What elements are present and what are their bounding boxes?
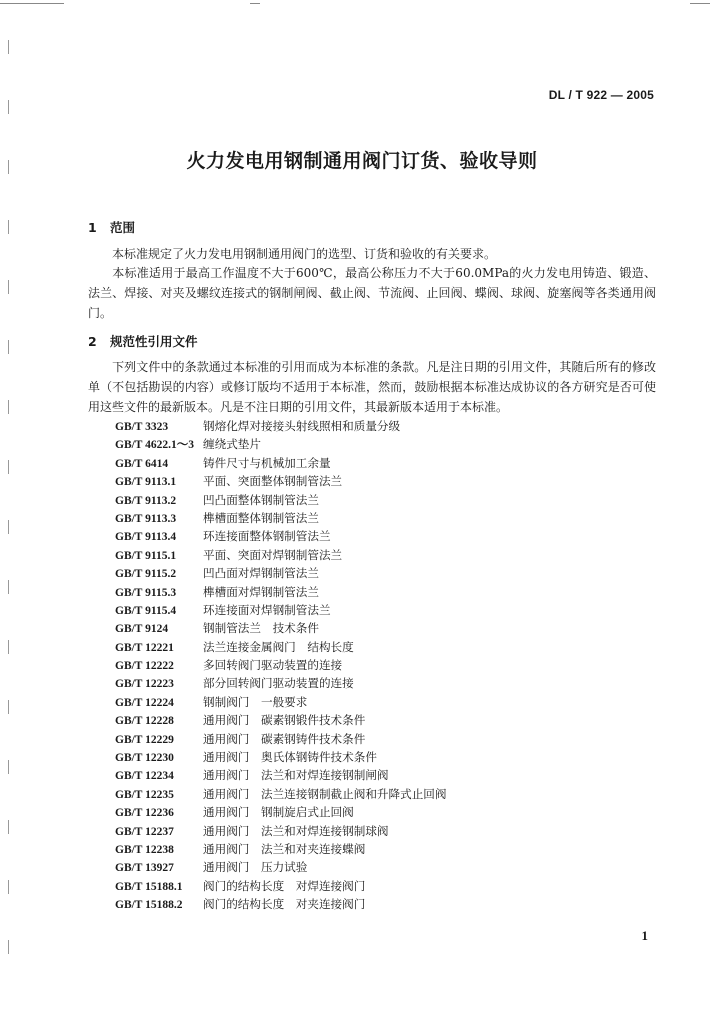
reference-item — [115, 638, 446, 656]
reference-title: 部分回转阀门驱动装置的连接 — [203, 676, 354, 691]
reference-title: 通用阀门 碳素钢铸件技术条件 — [203, 731, 366, 746]
scan-top-edge — [0, 0, 724, 6]
reference-code: GB/T 12237 — [115, 825, 174, 838]
reference-item — [115, 546, 446, 564]
reference-title: 环连接面对焊钢制管法兰 — [203, 602, 331, 617]
reference-code: GB/T 9113.2 — [115, 494, 177, 507]
reference-title: 阀门的结构长度 对焊连接阀门 — [203, 878, 366, 893]
reference-title: 钢制管法兰 技术条件 — [203, 621, 319, 636]
section-1-paragraph-1: 本标准规定了火力发电用钢制通用阀门的选型、订货和验收的有关要求。 — [112, 247, 497, 261]
section-2-heading — [88, 332, 198, 350]
reference-title: 通用阀门 法兰连接钢制截止阀和升降式止回阀 — [203, 786, 447, 801]
reference-title: 通用阀门 法兰和对焊连接钢制闸阀 — [203, 768, 389, 783]
reference-item — [115, 674, 446, 692]
reference-item — [115, 583, 446, 601]
reference-title: 阀门的结构长度 对夹连接阀门 — [203, 897, 366, 912]
reference-code: GB/T 9115.3 — [115, 586, 177, 599]
reference-title: 通用阀门 碳素钢锻件技术条件 — [203, 713, 366, 728]
reference-item — [115, 564, 446, 582]
reference-item — [115, 766, 446, 784]
reference-list — [115, 417, 446, 914]
reference-code: GB/T 12235 — [115, 788, 174, 801]
section-2-title: 规范性引用文件 — [110, 334, 198, 349]
reference-item — [115, 858, 446, 876]
reference-title: 凹凸面对焊钢制管法兰 — [203, 566, 319, 581]
document-title: 火力发电用钢制通用阀门订货、验收导则 — [186, 150, 538, 172]
reference-item — [115, 491, 446, 509]
reference-code: GB/T 12223 — [115, 678, 174, 691]
section-2-number: 2 — [88, 334, 97, 349]
reference-item — [115, 822, 446, 840]
reference-code: GB/T 6414 — [115, 457, 169, 470]
reference-item — [115, 472, 446, 490]
reference-code: GB/T 15188.2 — [115, 899, 183, 912]
reference-title: 通用阀门 奥氏体钢铸件技术条件 — [203, 750, 377, 765]
reference-item — [115, 527, 446, 545]
reference-item — [115, 748, 446, 766]
scan-left-edge — [8, 40, 9, 1000]
reference-code: GB/T 12236 — [115, 807, 174, 820]
reference-code: GB/T 9115.4 — [115, 604, 177, 617]
reference-code: GB/T 12234 — [115, 770, 174, 783]
section-1-heading — [88, 218, 135, 236]
reference-code: GB/T 4622.1～3 — [115, 439, 195, 452]
reference-item — [115, 785, 446, 803]
section-1-title: 范围 — [110, 220, 136, 235]
reference-item — [115, 656, 446, 674]
reference-title: 钢制阀门 一般要求 — [203, 694, 308, 709]
standard-number: DL / T 922 — 2005 — [548, 88, 654, 102]
reference-code: GB/T 12238 — [115, 843, 174, 856]
reference-item — [115, 454, 446, 472]
reference-code: GB/T 9115.1 — [115, 549, 177, 562]
reference-item — [115, 417, 446, 435]
reference-item — [115, 895, 446, 913]
reference-title: 榫槽面整体钢制管法兰 — [203, 510, 319, 525]
reference-title: 多回转阀门驱动装置的连接 — [203, 658, 343, 673]
section-1-paragraph-2: 本标准适用于最高工作温度不大于600℃，最高公称压力不大于60.0MPa的火力发电用铸造、锻造、法兰、焊接、对夹及螺纹连接式的钢制闸阀、截止阀、节流阀、止回阀、蝶阀、球阀、旋塞阀等各类通用阀门。 — [88, 266, 656, 320]
reference-title: 钢熔化焊对接接头射线照相和质量分级 — [203, 419, 401, 433]
reference-item — [115, 435, 446, 453]
reference-title: 铸件尺寸与机械加工余量 — [203, 455, 331, 470]
reference-item — [115, 730, 446, 748]
reference-code: GB/T 12230 — [115, 752, 174, 765]
reference-title: 通用阀门 钢制旋启式止回阀 — [203, 805, 354, 820]
reference-item — [115, 711, 446, 729]
reference-item — [115, 509, 446, 527]
reference-code: GB/T 9113.4 — [115, 531, 177, 544]
section-2-intro: 下列文件中的条款通过本标准的引用而成为本标准的条款。凡是注日期的引用文件，其随后所有的修改单（不包括勘误的内容）或修订版均不适用于本标准，然而，鼓励根据本标准达成协议的各方研究是否可使用这些文件的最新版本。凡是不注日期的引用文件，其最新版本适用于本标准。 — [88, 360, 656, 414]
reference-code: GB/T 9124 — [115, 623, 169, 636]
reference-item — [115, 840, 446, 858]
reference-item — [115, 601, 446, 619]
reference-code: GB/T 9113.3 — [115, 512, 177, 525]
reference-item — [115, 803, 446, 821]
reference-code: GB/T 12222 — [115, 660, 174, 673]
reference-title: 平面、突面整体钢制管法兰 — [203, 474, 343, 489]
reference-title: 榫槽面对焊钢制管法兰 — [203, 584, 319, 599]
reference-item — [115, 693, 446, 711]
reference-title: 缠绕式垫片 — [203, 437, 261, 452]
reference-title: 通用阀门 压力试验 — [203, 860, 308, 875]
section-1-number: 1 — [88, 220, 97, 235]
reference-code: GB/T 12229 — [115, 733, 174, 746]
page-number: 1 — [641, 928, 648, 943]
reference-code: GB/T 12224 — [115, 696, 174, 709]
reference-title: 通用阀门 法兰和对焊连接钢制球阀 — [203, 823, 389, 838]
reference-code: GB/T 9115.2 — [115, 568, 177, 581]
reference-item — [115, 877, 446, 895]
reference-code: GB/T 9113.1 — [115, 476, 177, 489]
reference-title: 凹凸面整体钢制管法兰 — [203, 492, 319, 507]
reference-code: GB/T 12228 — [115, 715, 174, 728]
reference-item — [115, 619, 446, 637]
reference-title: 平面、突面对焊钢制管法兰 — [203, 547, 343, 562]
reference-title: 通用阀门 法兰和对夹连接蝶阀 — [203, 841, 366, 856]
reference-title: 环连接面整体钢制管法兰 — [203, 529, 331, 544]
reference-code: GB/T 3323 — [115, 421, 169, 433]
reference-code: GB/T 12221 — [115, 641, 174, 654]
reference-code: GB/T 13927 — [115, 862, 174, 875]
reference-title: 法兰连接金属阀门 结构长度 — [203, 639, 354, 654]
reference-code: GB/T 15188.1 — [115, 880, 183, 893]
